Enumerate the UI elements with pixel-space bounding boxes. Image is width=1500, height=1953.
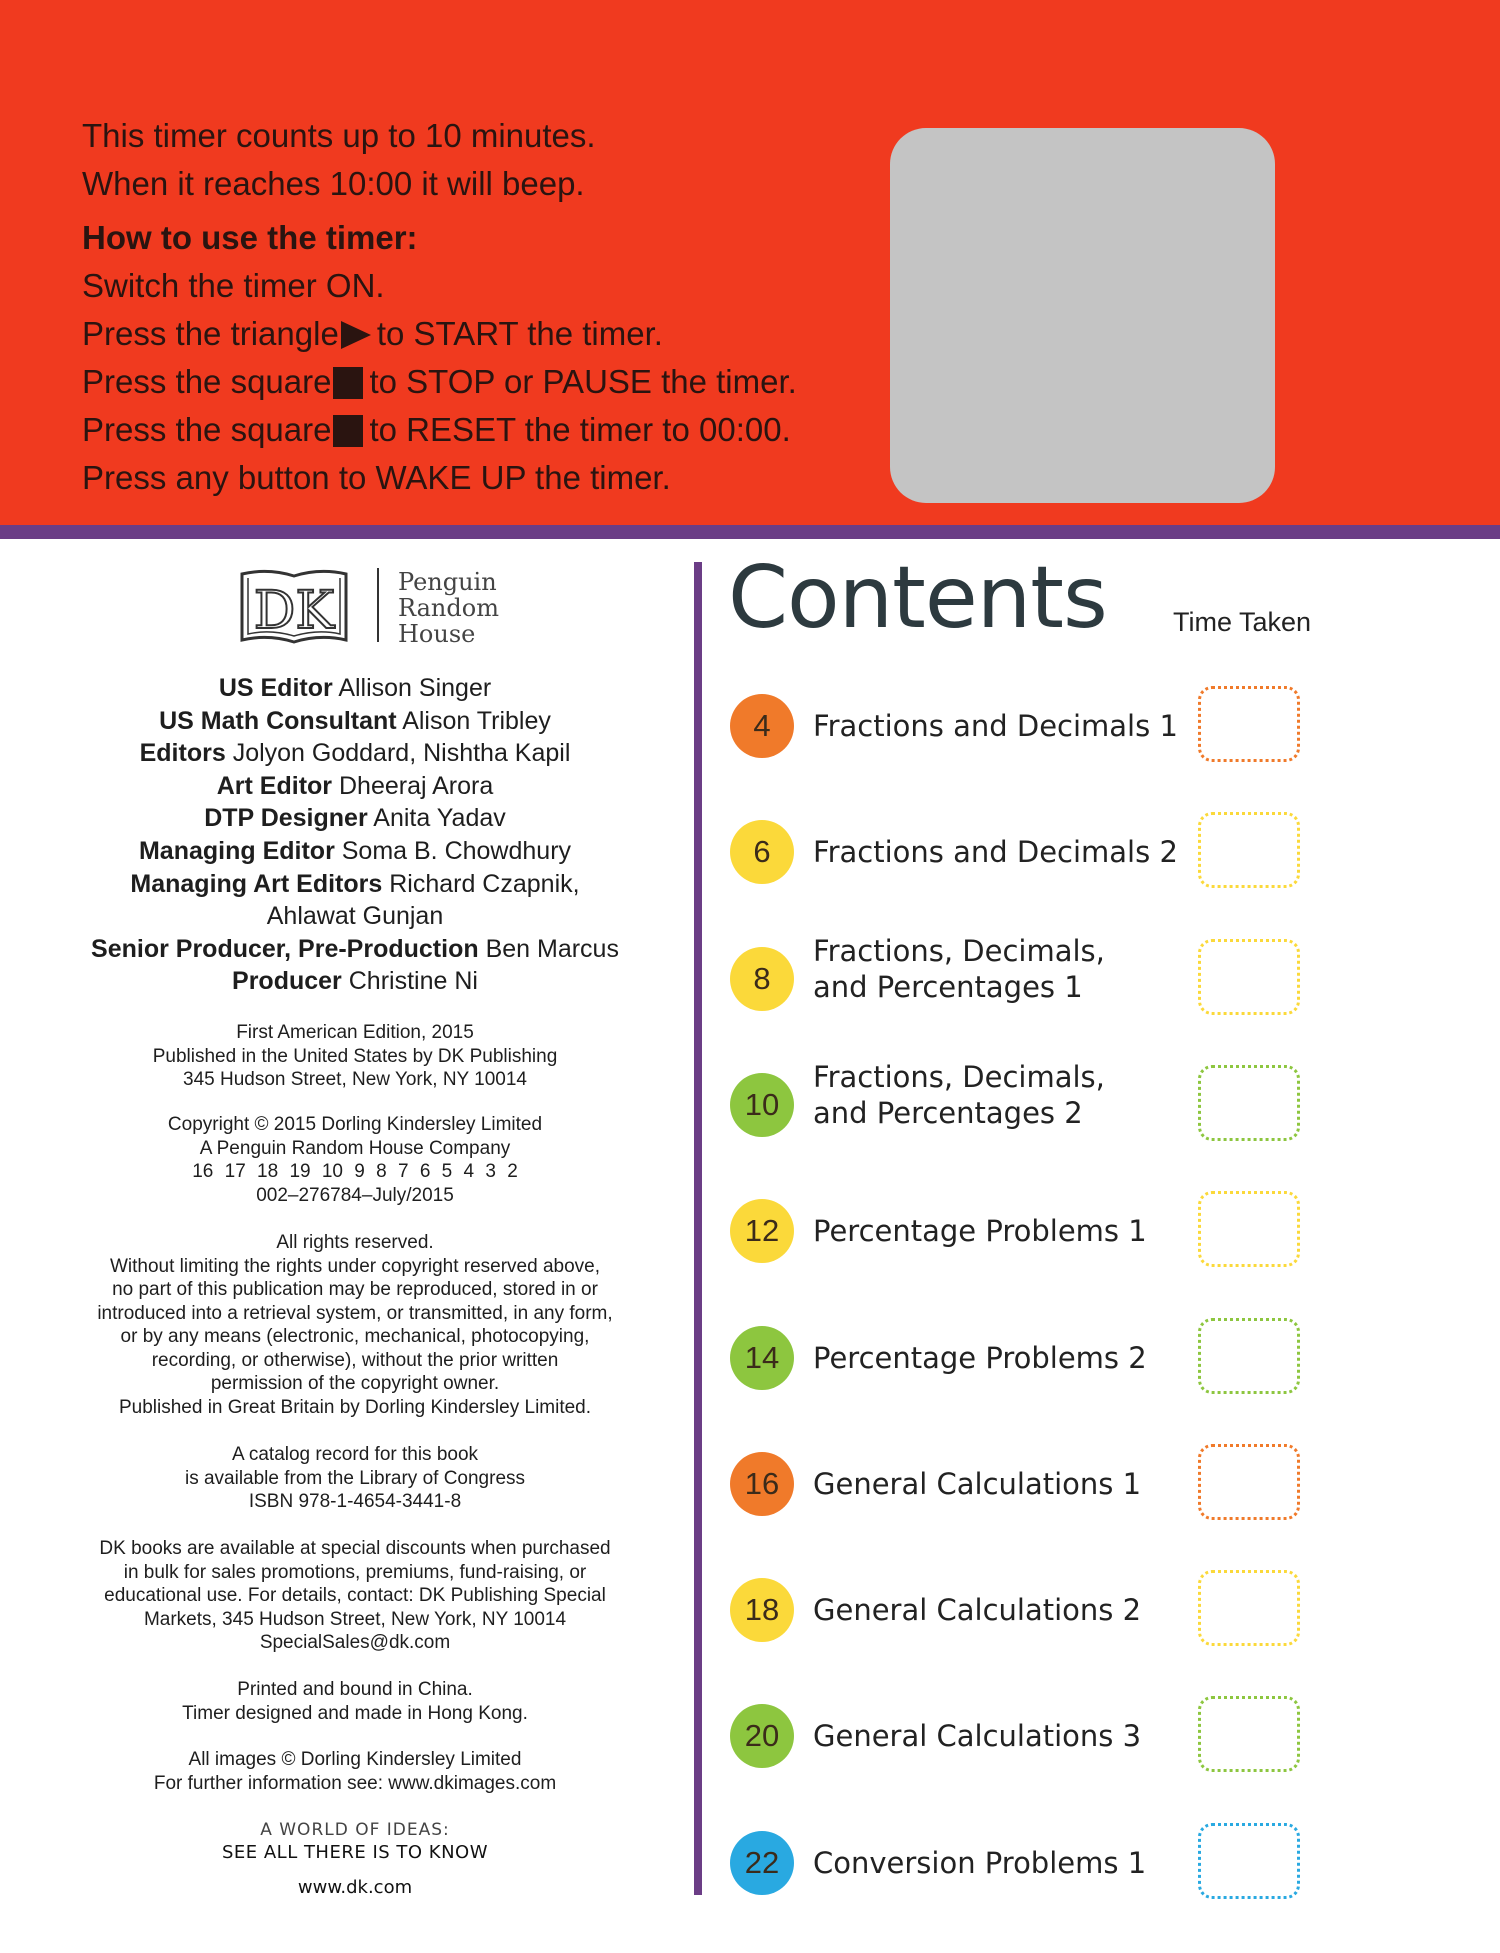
instruction-wake: Press any button to WAKE UP the timer. bbox=[82, 459, 671, 496]
publisher-logo bbox=[238, 562, 538, 647]
bulk-line: Markets, 345 Hudson Street, New York, NY 10014 bbox=[143, 1608, 567, 1630]
page-number-badge: 4 bbox=[730, 694, 794, 758]
credit-line bbox=[60, 672, 650, 705]
credit-role: Senior Producer, Pre-Production bbox=[91, 934, 479, 963]
dk-letters: DK bbox=[253, 581, 335, 641]
contents-entry-title-line: General Calculations 3 bbox=[813, 1719, 1142, 1753]
printed-block bbox=[60, 1678, 650, 1725]
column-divider bbox=[694, 562, 702, 1895]
contents-entry bbox=[730, 694, 1450, 764]
contents-entry bbox=[730, 1326, 1450, 1396]
publisher-name-1: Penguin bbox=[398, 568, 497, 596]
timer-line-2: When it reaches 10:00 it will beep. bbox=[82, 165, 585, 202]
contents-entry-title-line: and Percentages 1 bbox=[813, 970, 1083, 1004]
instruction-start bbox=[82, 310, 842, 358]
time-taken-box[interactable] bbox=[1198, 1570, 1300, 1646]
isbn: ISBN 978-1-4654-3441-8 bbox=[248, 1491, 462, 1512]
page-number-badge: 16 bbox=[730, 1452, 794, 1516]
instruction-start-pre: Press the triangle bbox=[82, 315, 339, 352]
timer-line-1: This timer counts up to 10 minutes. bbox=[82, 117, 596, 154]
copyright-block bbox=[60, 1113, 650, 1207]
credit-line bbox=[60, 737, 650, 770]
print-number-line: 16 17 18 19 10 9 8 7 6 5 4 3 2 bbox=[192, 1161, 518, 1182]
credit-line bbox=[60, 900, 650, 933]
page-number-badge: 20 bbox=[730, 1704, 794, 1768]
credit-role: US Math Consultant bbox=[159, 706, 397, 735]
credit-role: DTP Designer bbox=[204, 804, 368, 833]
contents-entry bbox=[730, 1831, 1450, 1901]
credit-role: Managing Art Editors bbox=[130, 869, 383, 898]
rights-line: introduced into a retrieval system, or transmitted, in any form, bbox=[97, 1302, 613, 1324]
page-number-badge: 8 bbox=[730, 947, 794, 1011]
contents-entry-title bbox=[813, 1718, 1141, 1754]
time-taken-box[interactable] bbox=[1198, 1191, 1300, 1267]
contents-entry-title-line: Fractions and Decimals 1 bbox=[813, 709, 1178, 743]
credit-role: Editors bbox=[139, 739, 226, 768]
credit-line bbox=[60, 802, 650, 835]
credit-line bbox=[60, 933, 650, 966]
stop-square-icon bbox=[333, 367, 363, 399]
contents-entry-title bbox=[813, 1592, 1141, 1628]
contents-title: Contents bbox=[728, 548, 1107, 648]
divider-rule bbox=[0, 525, 1500, 539]
contents-entry-title-line: Percentage Problems 1 bbox=[813, 1214, 1147, 1248]
credit-name: Allison Singer bbox=[338, 674, 492, 702]
stop-square-icon bbox=[333, 415, 363, 447]
instruction-switch-on: Switch the timer ON. bbox=[82, 267, 385, 304]
instruction-start-post: to START the timer. bbox=[376, 315, 663, 352]
credit-name: Jolyon Goddard, Nishtha Kapil bbox=[232, 739, 571, 768]
publisher-name-2: Random bbox=[398, 594, 499, 622]
page-number-badge: 12 bbox=[730, 1199, 794, 1263]
page-number-badge: 6 bbox=[730, 820, 794, 884]
edition-line: 345 Hudson Street, New York, NY 10014 bbox=[183, 1069, 527, 1090]
contents-entry-title bbox=[813, 933, 1105, 1005]
credit-role: Producer bbox=[232, 967, 342, 996]
credit-line bbox=[60, 770, 650, 803]
time-taken-box[interactable] bbox=[1198, 1696, 1300, 1772]
rights-block bbox=[60, 1231, 650, 1419]
contents-entry bbox=[730, 1704, 1450, 1774]
credit-name: Anita Yadav bbox=[373, 804, 506, 833]
time-taken-box[interactable] bbox=[1198, 1444, 1300, 1520]
copyright-line: Copyright © 2015 Dorling Kindersley Limited bbox=[167, 1114, 543, 1135]
credit-name: Dheeraj Arora bbox=[338, 771, 494, 800]
contents-entry-title bbox=[813, 834, 1178, 870]
instruction-reset-pre: Press the square bbox=[82, 411, 332, 448]
time-taken-box[interactable] bbox=[1198, 1318, 1300, 1394]
printed-line: Printed and bound in China. bbox=[237, 1679, 473, 1700]
contents-entry-title-line: Fractions and Decimals 2 bbox=[813, 835, 1178, 869]
contents-entry bbox=[730, 820, 1450, 890]
dk-book-icon bbox=[242, 571, 346, 642]
edition-line: Published in the United States by DK Publishing bbox=[152, 1045, 558, 1067]
contents-entry bbox=[730, 1578, 1450, 1648]
instruction-stop-post: to STOP or PAUSE the timer. bbox=[369, 363, 797, 400]
copyright-line: 002–276784–July/2015 bbox=[256, 1184, 454, 1206]
page-number-badge: 18 bbox=[730, 1578, 794, 1642]
credit-name: Alison Tribley bbox=[402, 706, 551, 735]
bulk-line: DK books are available at special discounts when purchased bbox=[99, 1538, 611, 1559]
rights-line: Published in Great Britain by Dorling Kindersley Limited. bbox=[118, 1396, 592, 1418]
printed-line: Timer designed and made in Hong Kong. bbox=[182, 1702, 528, 1724]
credit-role: Art Editor bbox=[216, 771, 333, 800]
contents-entry-title bbox=[813, 1340, 1147, 1376]
time-taken-box[interactable] bbox=[1198, 686, 1300, 762]
catalog-line: A catalog record for this book bbox=[231, 1444, 479, 1465]
instruction-stop bbox=[82, 358, 842, 406]
contents-entry bbox=[730, 1199, 1450, 1269]
images-line: All images © Dorling Kindersley Limited bbox=[188, 1749, 522, 1770]
credit-line bbox=[60, 868, 650, 901]
instruction-stop-pre: Press the square bbox=[82, 363, 332, 400]
contents-entry-title-line: Percentage Problems 2 bbox=[813, 1341, 1147, 1375]
credit-name: Christine Ni bbox=[348, 967, 478, 996]
contents-entry-title-line: Fractions, Decimals, bbox=[813, 1060, 1105, 1094]
credit-name: Soma B. Chowdhury bbox=[341, 836, 572, 865]
time-taken-box[interactable] bbox=[1198, 1065, 1300, 1141]
page-number-badge: 14 bbox=[730, 1326, 794, 1390]
time-taken-box[interactable] bbox=[1198, 939, 1300, 1015]
credit-line bbox=[60, 705, 650, 738]
special-sales-email: SpecialSales@dk.com bbox=[259, 1632, 451, 1653]
contents-entry-title bbox=[813, 1466, 1141, 1502]
edition-block bbox=[60, 1021, 650, 1092]
tagline-2: SEE ALL THERE IS TO KNOW bbox=[221, 1842, 489, 1863]
credit-role: Managing Editor bbox=[138, 836, 335, 865]
credit-line bbox=[60, 835, 650, 868]
catalog-block bbox=[60, 1443, 650, 1514]
rights-line: permission of the copyright owner. bbox=[210, 1373, 500, 1394]
timer-display-window bbox=[890, 128, 1275, 503]
play-triangle-icon bbox=[341, 321, 371, 349]
timer-heading: How to use the timer: bbox=[82, 219, 418, 256]
contents-entry-title bbox=[813, 1845, 1146, 1881]
contents-entry-title-line: Fractions, Decimals, bbox=[813, 934, 1105, 968]
images-credit-block bbox=[60, 1748, 650, 1795]
contents-entry-title-line: General Calculations 2 bbox=[813, 1593, 1142, 1627]
instruction-reset-post: to RESET the timer to 00:00. bbox=[369, 411, 791, 448]
catalog-line: is available from the Library of Congress bbox=[184, 1467, 526, 1489]
time-taken-box[interactable] bbox=[1198, 1823, 1300, 1899]
website-url: www.dk.com bbox=[297, 1877, 413, 1898]
page-number-badge: 10 bbox=[730, 1073, 794, 1137]
bulk-line: in bulk for sales promotions, premiums, fund-raising, or bbox=[123, 1561, 587, 1583]
page-number-badge: 22 bbox=[730, 1831, 794, 1895]
instruction-reset bbox=[82, 406, 842, 454]
credit-name: Richard Czapnik, bbox=[389, 869, 580, 898]
rights-line: recording, or otherwise), without the prior written bbox=[151, 1349, 559, 1371]
credit-name: Ben Marcus bbox=[485, 934, 619, 963]
contents-entry-title bbox=[813, 1059, 1105, 1131]
contents-entry bbox=[730, 934, 1450, 1017]
bulk-sales-block bbox=[60, 1537, 650, 1655]
rights-line: or by any means (electronic, mechanical, photocopying, bbox=[120, 1326, 590, 1347]
edition-line: First American Edition, 2015 bbox=[236, 1022, 474, 1043]
contents-entry-title-line: and Percentages 2 bbox=[813, 1096, 1083, 1130]
time-taken-label: Time Taken bbox=[1173, 607, 1312, 637]
contents-entry bbox=[730, 1060, 1450, 1143]
publisher-name-3: House bbox=[398, 620, 476, 647]
contents-entry-title bbox=[813, 708, 1178, 744]
rights-line: Without limiting the rights under copyright reserved above, bbox=[109, 1255, 601, 1277]
time-taken-box[interactable] bbox=[1198, 812, 1300, 888]
credit-line bbox=[60, 965, 650, 998]
timer-instructions bbox=[82, 112, 842, 502]
images-line: For further information see: www.dkimages.com bbox=[153, 1772, 557, 1794]
bulk-line: educational use. For details, contact: DK Publishing Special bbox=[104, 1585, 606, 1606]
rights-line: All rights reserved. bbox=[276, 1232, 434, 1253]
copyright-line: A Penguin Random House Company bbox=[199, 1137, 511, 1159]
rights-line: no part of this publication may be reproduced, stored in or bbox=[112, 1279, 598, 1300]
contents-entry-title-line: General Calculations 1 bbox=[813, 1467, 1142, 1501]
contents-entry bbox=[730, 1452, 1450, 1522]
tagline-1: A WORLD OF IDEAS: bbox=[260, 1820, 450, 1840]
contents-entry-title-line: Conversion Problems 1 bbox=[813, 1846, 1147, 1880]
credit-role: US Editor bbox=[218, 674, 333, 702]
contents-entry-title bbox=[813, 1213, 1147, 1249]
credit-name: Ahlawat Gunjan bbox=[266, 902, 444, 931]
credits-list bbox=[60, 672, 650, 998]
